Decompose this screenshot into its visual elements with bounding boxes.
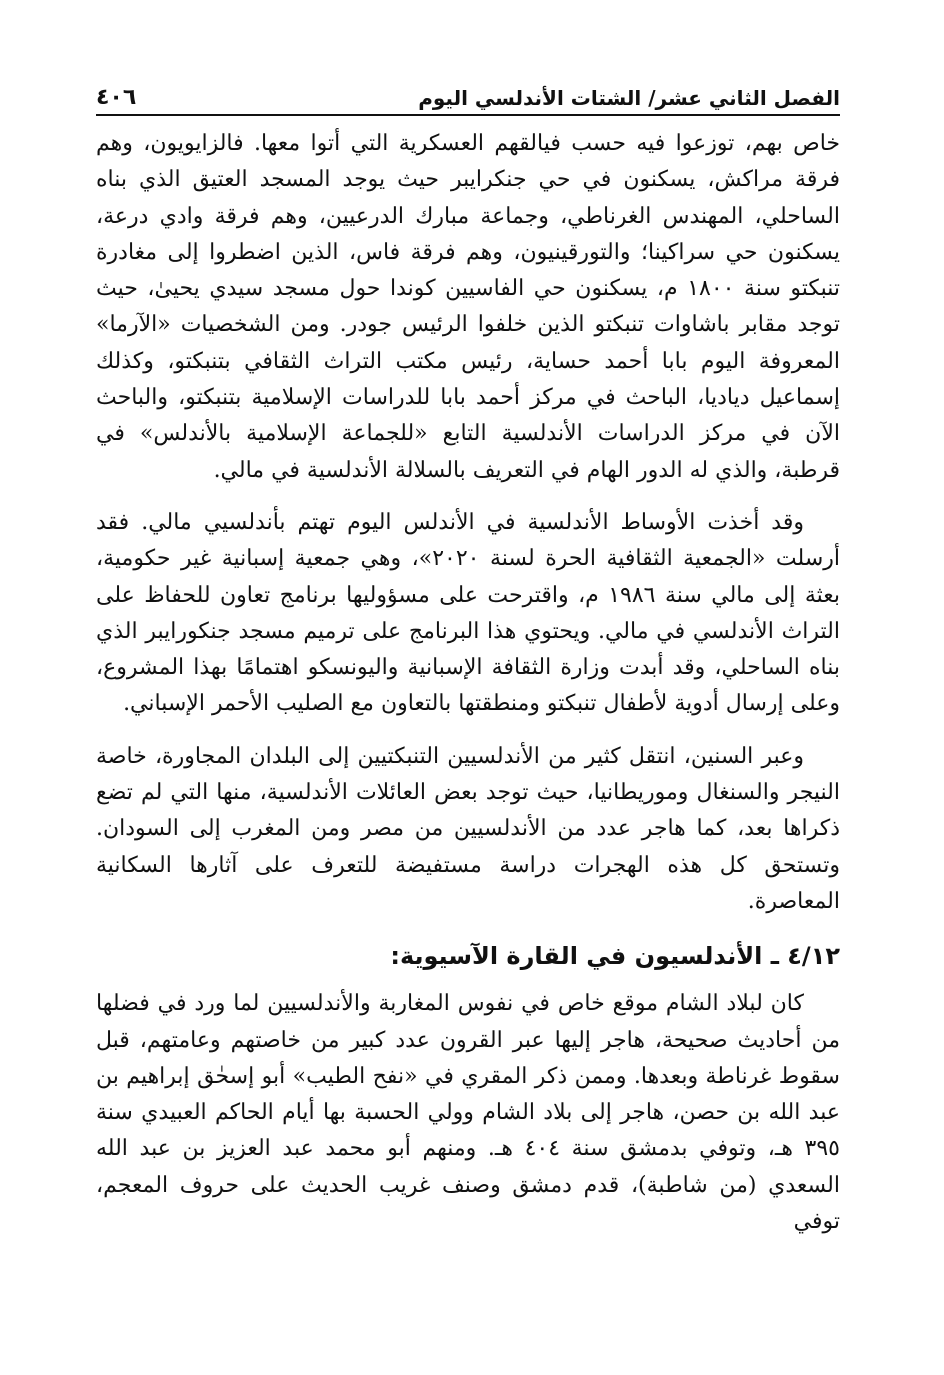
page-number: ٤٠٦ — [96, 85, 137, 110]
paragraph-3: وعبر السنين، انتقل كثير من الأندلسيين التنبكتيين إلى البلدان المجاورة، خاصة النيجر والسنغال وموريطانيا، حيث توجد بعض العائلات الأندلسية، منها التي لم تضع ذكراها بعد، كما هاجر عدد من الأندلسيين من مصر ومن المغرب إلى السودان. وتستحق كل هذه الهجرات دراسة مستفيضة للتعرف على آثارها السكانية المعاصرة. — [96, 743, 840, 914]
chapter-title: الفصل الثاني عشر/ الشتات الأندلسي اليوم — [418, 86, 840, 110]
section-heading: ٤/١٢ ـ الأندلسيون في القارة الآسيوية: — [390, 942, 840, 971]
book-page — [96, 60, 840, 1256]
page-body — [96, 126, 840, 1240]
running-header — [96, 60, 840, 116]
section-paragraph: كان لبلاد الشام موقع خاص في نفوس المغاربة والأندلسيين لما ورد في فضلها من أحاديث صحيحة، هاجر إليها عبر القرون عدد كبير من خاصتهم وعامتهم، قبل سقوط غرناطة وبعدها. وممن ذكر المقري في «نفح الطيب» أبو إسحٰق إبراهيم بن عبد الله بن حصن، هاجر إلى بلاد الشام وولي الحسبة بها أيام الحاكم العبيدي سنة ٣٩٥ هـ، وتوفي بدمشق سنة ٤٠٤ هـ. ومنهم أبو محمد عبد العزيز بن عبد الله السعدي (من شاطبة)، قدم دمشق وصنف غريب الحديث على حروف المعجم، توفي — [96, 991, 840, 1235]
paragraph-2: وقد أخذت الأوساط الأندلسية في الأندلس اليوم تهتم بأندلسيي مالي. فقد أرسلت «الجمعية الثقافية الحرة لسنة ٢٠٢٠»، وهي جمعية إسبانية غير حكومية، بعثة إلى مالي سنة ١٩٨٦ م، واقترحت على مسؤوليها برنامج تعاون للحفاظ على التراث الأندلسي في مالي. ويحتوي هذا البرنامج على ترميم مسجد جنكورايبر الذي بناه الساحلي، وقد أبدت وزارة الثقافة الإسبانية واليونسكو اهتمامًا بهذا المشروع، وعلى إرسال أدوية لأطفال تنبكتو ومنطقتها بالتعاون مع الصليب الأحمر الإسباني. — [96, 509, 840, 717]
paragraph-1: خاص بهم، توزعوا فيه حسب فيالقهم العسكرية التي أتوا معها. فالزايويون، وهم فرقة مراكش، يسكنون في حي جنكرايبر حيث يوجد المسجد العتيق الذي بناه الساحلي، المهندس الغرناطي، وجماعة مبارك الدرعيين، وهم فرقة وادي درعة، يسكنون حي سراكينا؛ والتورقينيون، وهم فرقة فاس، الذين اضطروا إلى مغادرة تنبكتو سنة ١٨٠٠ م، يسكنون حي الفاسيين كوندا حول مسجد سيدي يحيىٰ، حيث توجد مقابر باشاوات تنبكتو الذين خلفوا الرئيس جودر. ومن الشخصيات «الآرما» المعروفة اليوم بابا أحمد حساية، رئيس مكتب التراث الثقافي بتنبكتو، وكذلك إسماعيل ديادیا، الباحث في مركز أحمد بابا للدراسات الإسلامية بتنبكتو، والباحث الآن في مركز الدراسات الأندلسية التابع «للجماعة الإسلامية بالأندلس» في قرطبة، والذي له الدور الهام في التعريف بالسلالة الأندلسية في مالي. — [96, 131, 840, 483]
